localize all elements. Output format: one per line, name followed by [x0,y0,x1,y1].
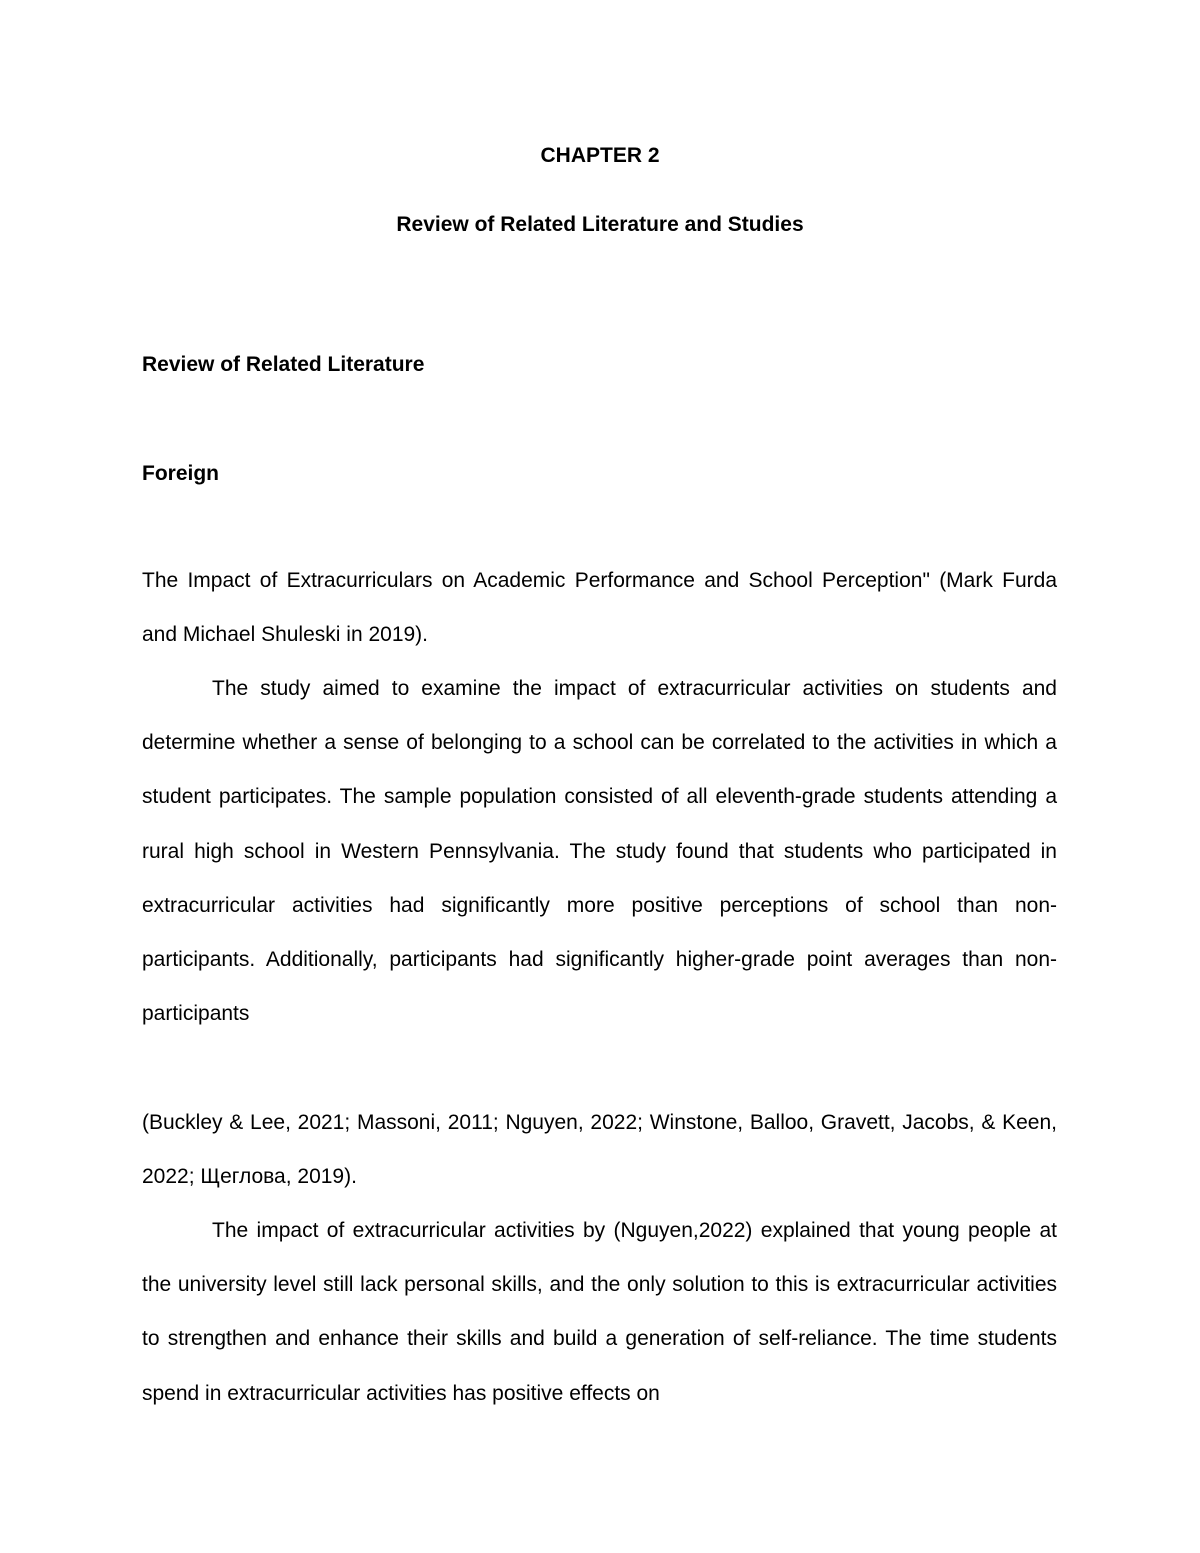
study-summary-paragraph: The study aimed to examine the impact of extracurricular activities on students and determine whether a sense of belonging to a school can be correlated to the activities in which a student participates. The sample population consisted of all eleventh-grade students attending a rural high school in Western Pennsylvania. The study found that students who participated in extracurricular activities had significantly more positive perceptions of school than non-participants. Additionally, participants had significantly higher-grade point averages than non-participants [142,677,1057,1026]
nguyen-discussion-paragraph: The impact of extracurricular activities by (Nguyen,2022) explained that young people at the university level still lack personal skills, and the only solution to this is extracurricular activities to strengthen and enhance their skills and build a generation of self-reliance. The time students spend in extracurricular activities has positive effects on [142,1219,1057,1405]
reference-list-paragraph: (Buckley & Lee, 2021; Massoni, 2011; Nguyen, 2022; Winstone, Balloo, Gravett, Jacobs, & Keen, 2022; Щеглова, 2019). [142,1111,1057,1189]
section-heading: Review of Related Literature [142,353,425,376]
chapter-title: CHAPTER 2 [540,144,660,167]
chapter-subtitle: Review of Related Literature and Studies [396,213,804,236]
study-citation-paragraph: The Impact of Extracurriculars on Academic Performance and School Perception" (Mark Furda and Michael Shuleski in 2019). [142,569,1057,647]
subsection-heading: Foreign [142,462,219,485]
